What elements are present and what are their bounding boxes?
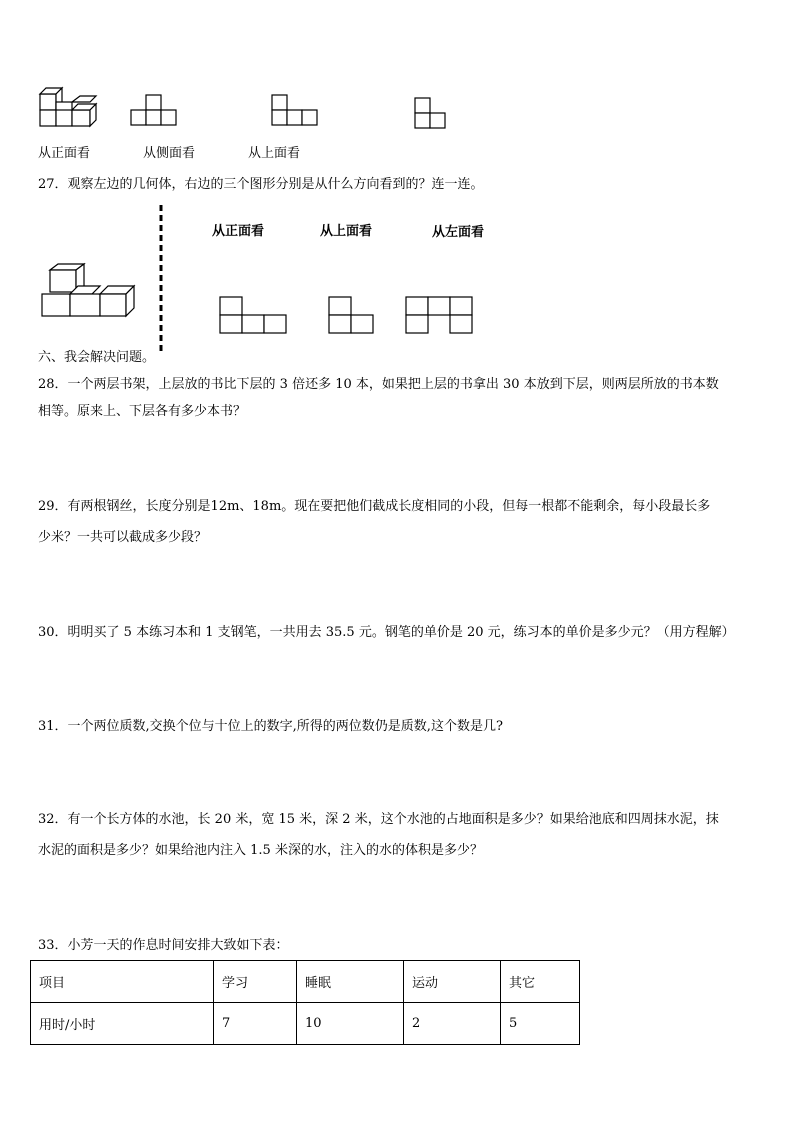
schedule-table [30,960,580,1045]
q32-line2: 水泥的面积是多少？如果给池内注入 1.5 米深的水，注入的水的体积是多少？ [38,843,483,858]
q28-line2: 相等。原来上、下层各有多少本书？ [38,404,247,419]
q27-cube-solid [40,262,140,320]
label-top-view: 从上面看 [248,146,301,161]
table-cell: 学习 [214,961,297,1003]
q29-line1: 29．有两根钢丝，长度分别是12m、18m。现在要把他们截成长度相同的小段，但每一根都不能剩余，每小段最长多 [38,499,711,514]
q31-line1: 31．一个两位质数,交换个位与十位上的数字,所得的两位数仍是质数,这个数是几? [38,719,503,734]
q27-option-top: 从上面看 [320,224,373,239]
q28-line1: 28．一个两层书架，上层放的书比下层的 3 倍还多 10 本，如果把上层的书拿出 30 本放到下层，则两层所放的书本数 [38,377,719,392]
label-side-view: 从侧面看 [143,146,196,161]
table-cell: 2 [404,1003,501,1045]
q27-option-left: 从左面看 [432,225,485,240]
table-cell: 7 [214,1003,297,1045]
table-cell: 运动 [404,961,501,1003]
q30-line1: 30．明明买了 5 本练习本和 1 支钢笔，一共用去 35.5 元。钢笔的单价是 20 元，练习本的单价是多少元？（用方程解） [38,625,735,640]
table-cell: 10 [297,1003,404,1045]
table-header-row [31,961,580,1003]
q27-shape-c [405,296,475,334]
q27-text: 27．观察左边的几何体，右边的三个图形分别是从什么方向看到的？连一连。 [38,177,484,192]
view-figure-side [271,93,319,129]
table-cell: 用时/小时 [31,1003,214,1045]
table-cell: 其它 [501,961,580,1003]
label-front-view: 从正面看 [38,146,91,161]
q33-text: 33．小芳一天的作息时间安排大致如下表： [38,938,289,953]
q29-line2: 少米？一共可以截成多少段？ [38,530,208,545]
table-cell: 5 [501,1003,580,1045]
q27-shape-b [328,296,376,334]
q27-option-front: 从正面看 [212,224,265,239]
cube-solid-figure-top [38,84,102,130]
q27-shape-a [219,296,289,334]
section-6-title: 六、我会解决问题。 [38,350,156,365]
q27-dashed-divider [158,205,164,355]
table-cell: 睡眠 [297,961,404,1003]
table-cell: 项目 [31,961,214,1003]
view-figure-top [414,96,448,132]
q32-line1: 32．有一个长方体的水池，长 20 米，宽 15 米，深 2 米，这个水池的占地面积是多少？如果给池底和四周抹水泥，抹 [38,812,719,827]
table-row [31,1003,580,1045]
view-figure-front [130,93,178,129]
